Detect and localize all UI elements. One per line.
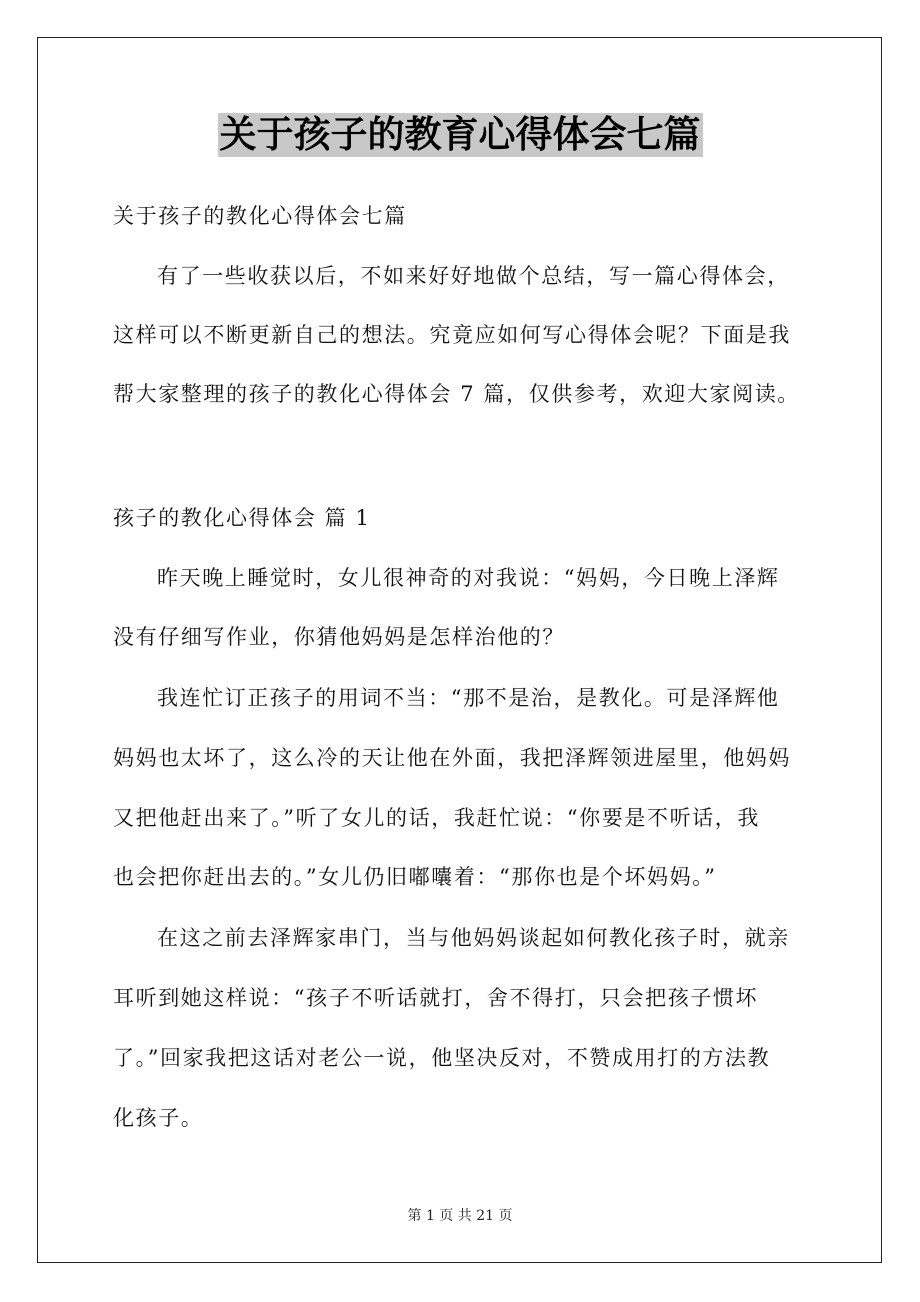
body-paragraph-line: 了。”回家我把这话对老公一说，他坚决反对，不赞成用打的方法教 — [113, 1046, 771, 1070]
body-paragraph-line: 昨天晚上睡觉时，女儿很神奇的对我说：“妈妈，今日晚上泽辉 — [157, 566, 780, 590]
document-subtitle: 关于孩子的教化心得体会七篇 — [113, 204, 407, 228]
body-paragraph-line: 化孩子。 — [113, 1106, 204, 1130]
page-number-footer: 第 1 页 共 21 页 — [407, 1208, 513, 1224]
section-heading: 孩子的教化心得体会 篇 1 — [113, 506, 371, 530]
document-title: 关于孩子的教育心得体会七篇 — [219, 113, 701, 156]
body-paragraph-line: 妈妈也太坏了，这么冷的天让他在外面，我把泽辉领进屋里，他妈妈 — [113, 746, 791, 770]
intro-paragraph-line: 这样可以不断更新自己的想法。究竟应如何写心得体会呢？下面是我 — [113, 323, 791, 347]
body-paragraph-line: 我连忙订正孩子的用词不当：“那不是治，是教化。可是泽辉他 — [157, 686, 780, 710]
title-container — [0, 113, 920, 157]
intro-paragraph-line: 有了一些收获以后，不如来好好地做个总结，写一篇心得体会， — [157, 264, 790, 288]
intro-paragraph-line: 帮大家整理的孩子的教化心得体会 7 篇，仅供参考，欢迎大家阅读。 — [113, 382, 800, 406]
body-paragraph-line: 耳听到她这样说：“孩子不听话就打，舍不得打，只会把孩子惯坏 — [113, 986, 759, 1010]
body-paragraph-line: 也会把你赶出去的。”女儿仍旧嘟囔着：“那你也是个坏妈妈。” — [113, 865, 717, 889]
body-paragraph-line: 在这之前去泽辉家串门，当与他妈妈谈起如何教化孩子时，就亲 — [157, 926, 790, 950]
body-paragraph-line: 没有仔细写作业，你猜他妈妈是怎样治他的？ — [113, 625, 565, 649]
body-paragraph-line: 又把他赶出来了。”听了女儿的话，我赶忙说：“你要是不听话，我 — [113, 806, 760, 830]
